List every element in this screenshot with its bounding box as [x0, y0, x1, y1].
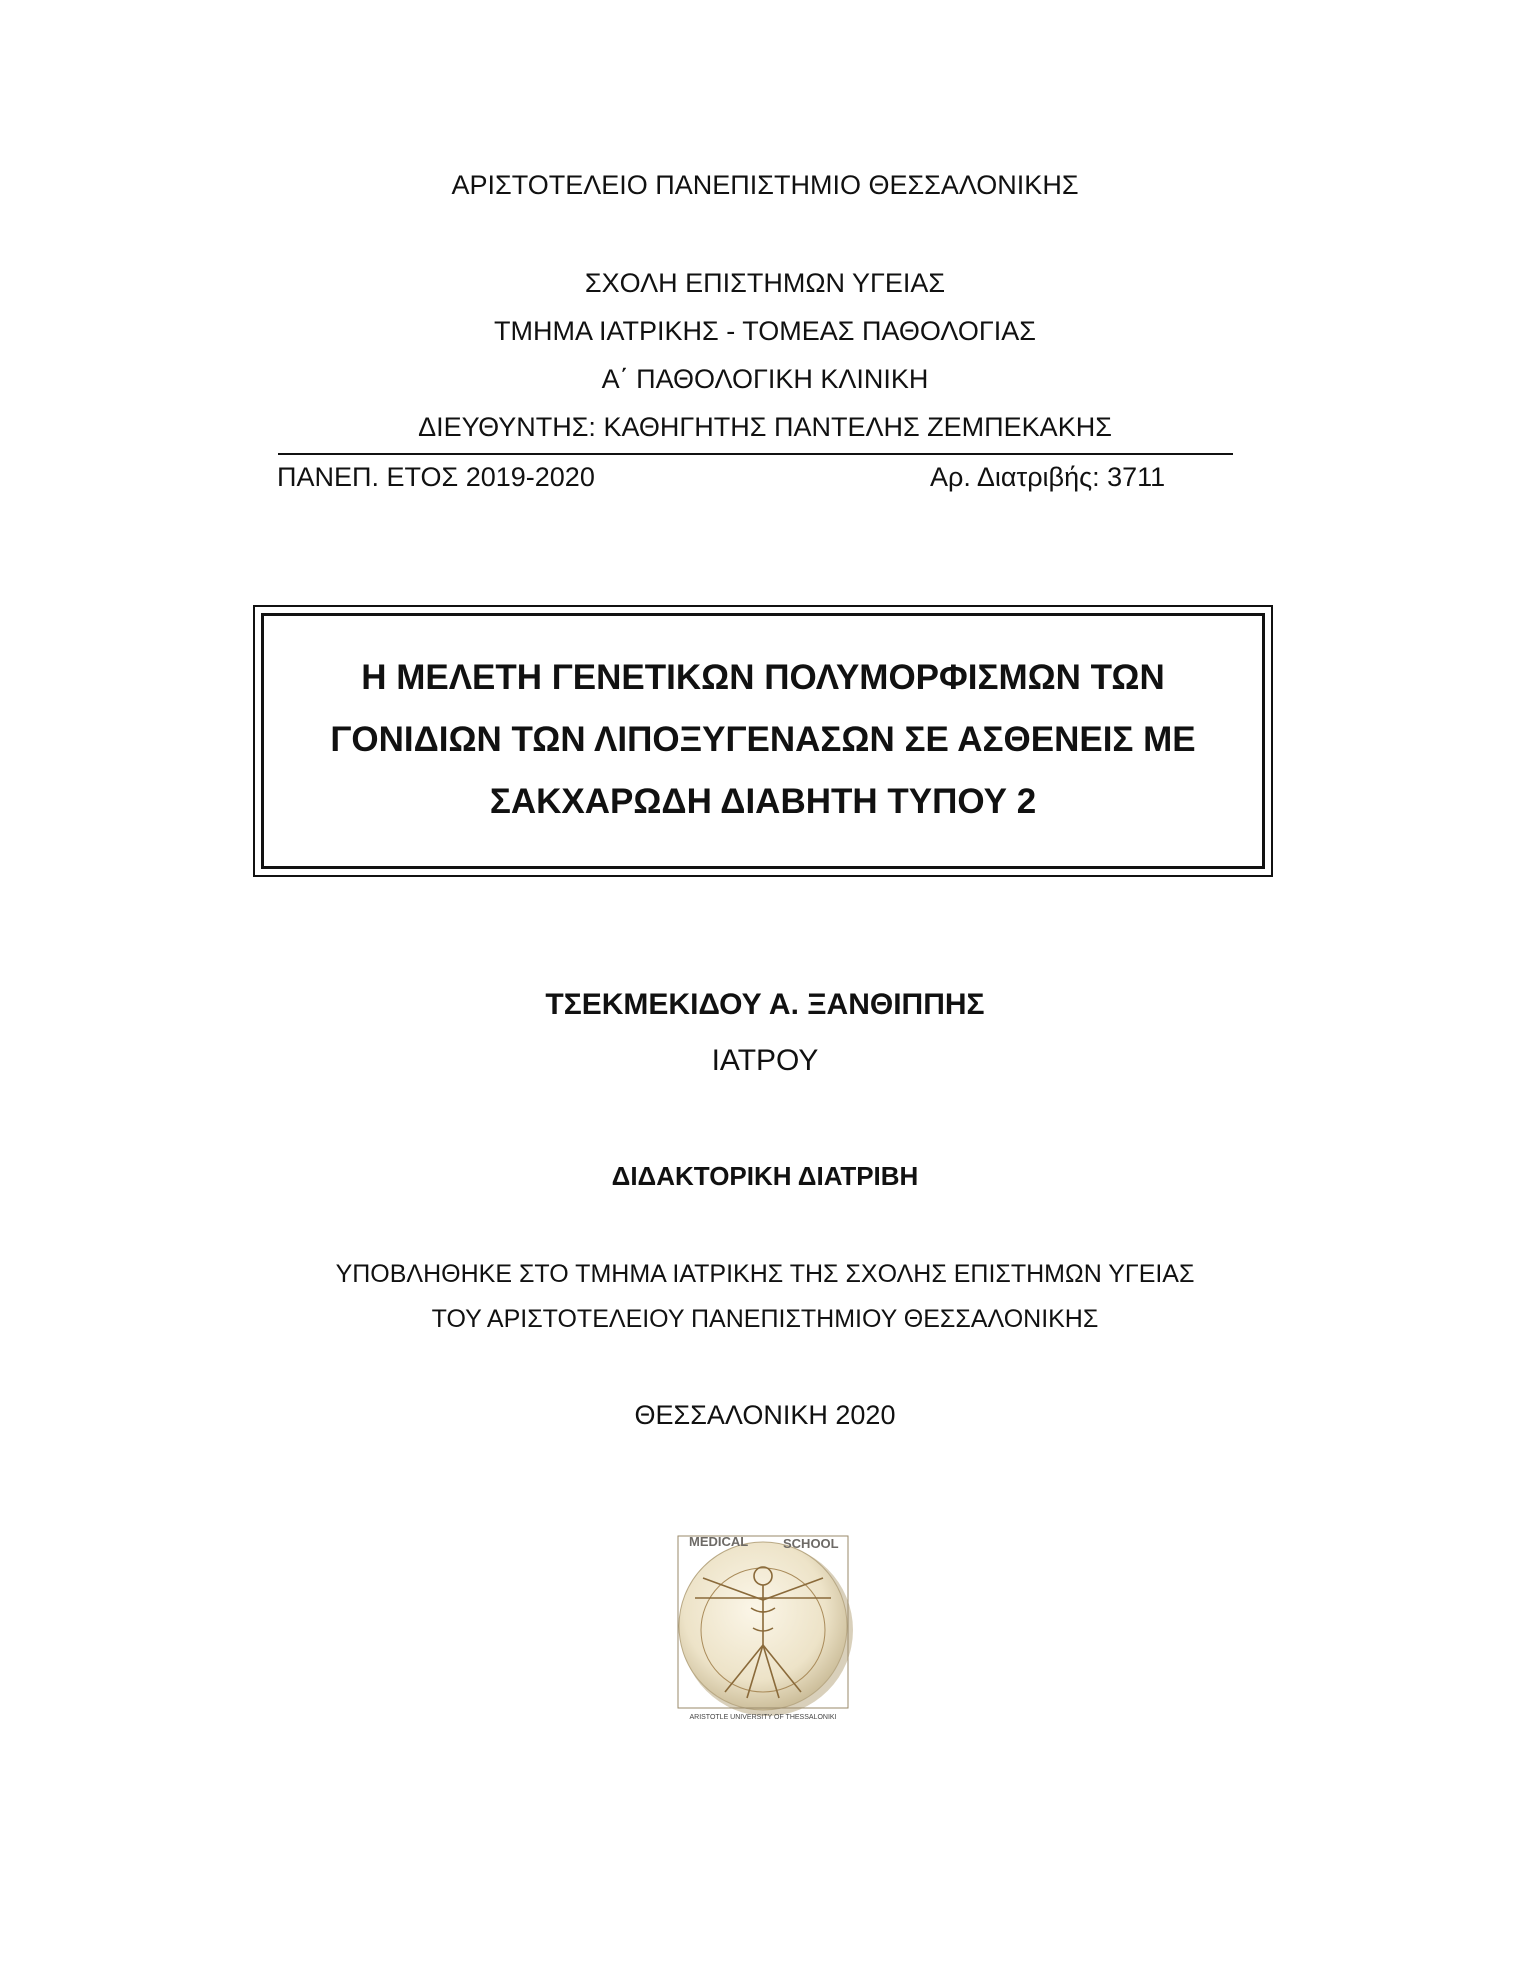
thesis-title-line-1: Η ΜΕΛΕΤΗ ΓΕΝΕΤΙΚΩΝ ΠΟΛΥΜΟΡΦΙΣΜΩΝ ΤΩΝ [361, 658, 1165, 697]
director-name: ΔΙΕΥΘΥΝΤΗΣ: ΚΑΘΗΓΗΤΗΣ ΠΑΝΤΕΛΗΣ ΖΕΜΠΕΚΑΚΗΣ [418, 412, 1112, 442]
thesis-title-line-2: ΓΟΝΙΔΙΩΝ ΤΩΝ ΛΙΠΟΞΥΓΕΝΑΣΩΝ ΣΕ ΑΣΘΕΝΕΙΣ ΜΕ [330, 720, 1196, 759]
title-box [253, 605, 1273, 877]
medical-school-seal [655, 1520, 875, 1725]
department-name: ΤΜΗΜΑ ΙΑΤΡΙΚΗΣ - ΤΟΜΕΑΣ ΠΑΘΟΛΟΓΙΑΣ [494, 316, 1036, 346]
thesis-title [255, 647, 1271, 833]
seal-text-medical: MEDICAL [689, 1534, 749, 1549]
academic-year: ΠΑΝΕΠ. ΕΤΟΣ 2019-2020 [277, 462, 595, 492]
seal-text-school: SCHOOL [783, 1536, 839, 1551]
seal-text-university: ARISTOTLE UNIVERSITY OF THESSALONIKI [689, 1714, 837, 1721]
clinic-name: Α΄ ΠΑΘΟΛΟΓΙΚΗ ΚΛΙΝΙΚΗ [601, 364, 929, 394]
thesis-number: Αρ. Διατριβής: 3711 [930, 462, 1166, 492]
submission-line-1: ΥΠΟΒΛΗΘΗΚΕ ΣΤΟ ΤΜΗΜΑ ΙΑΤΡΙΚΗΣ ΤΗΣ ΣΧΟΛΗΣ ΕΠΙΣΤΗΜΩΝ ΥΓΕΙΑΣ [335, 1260, 1195, 1288]
thesis-title-line-3: ΣΑΚΧΑΡΩΔΗ ΔΙΑΒΗΤΗ ΤΥΠΟΥ 2 [489, 782, 1037, 821]
author-degree: ΙΑΤΡΟΥ [711, 1044, 819, 1077]
place-year: ΘΕΣΣΑΛΟΝΙΚΗ 2020 [634, 1400, 896, 1430]
school-name: ΣΧΟΛΗ ΕΠΙΣΤΗΜΩΝ ΥΓΕΙΑΣ [584, 268, 946, 298]
submission-line-2: ΤΟΥ ΑΡΙΣΤΟΤΕΛΕΙΟΥ ΠΑΝΕΠΙΣΤΗΜΙΟΥ ΘΕΣΣΑΛΟΝΙΚΗΣ [431, 1305, 1099, 1333]
header-divider [278, 453, 1233, 455]
thesis-type: ΔΙΔΑΚΤΟΡΙΚΗ ΔΙΑΤΡΙΒΗ [611, 1161, 919, 1191]
university-name: ΑΡΙΣΤΟΤΕΛΕΙΟ ΠΑΝΕΠΙΣΤΗΜΙΟ ΘΕΣΣΑΛΟΝΙΚΗΣ [451, 170, 1079, 200]
author-name: ΤΣΕΚΜΕΚΙΔΟΥ Α. ΞΑΝΘΙΠΠΗΣ [545, 988, 985, 1021]
